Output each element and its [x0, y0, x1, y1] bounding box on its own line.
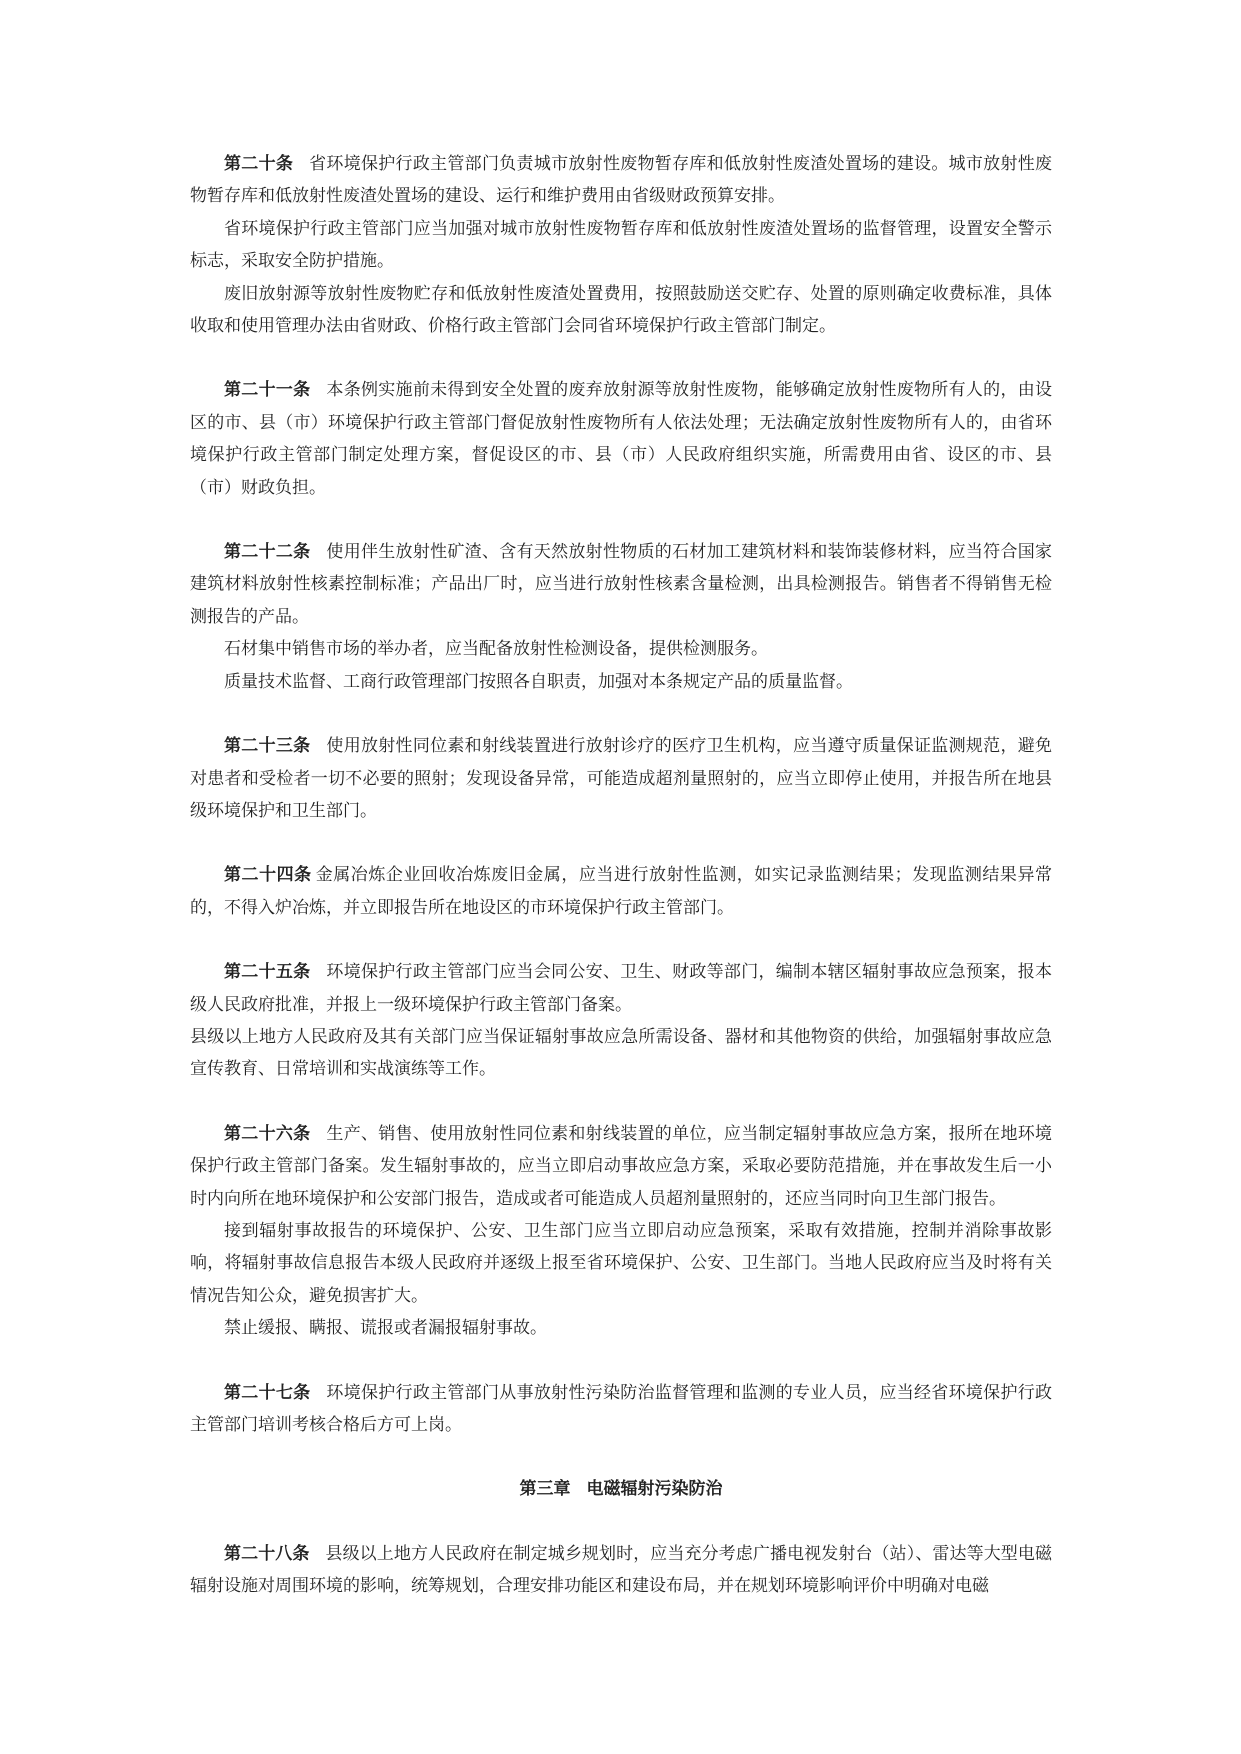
article-25	[190, 956, 1052, 1086]
article-text: 金属冶炼企业回收冶炼废旧金属，应当进行放射性监测，如实记录监测结果；发现监测结果异常的，不得入炉冶炼，并立即报告所在地设区的市环境保护行政主管部门。	[190, 865, 1052, 918]
article-paragraph: 禁止缓报、瞒报、谎报或者漏报辐射事故。	[224, 1318, 547, 1339]
article-title: 第二十八条	[224, 1543, 310, 1564]
article-23	[190, 730, 1052, 827]
article-text: 省环境保护行政主管部门负责城市放射性废物暂存库和低放射性废渣处置场的建设。城市放射性废物暂存库和低放射性废渣处置场的建设、运行和维护费用由省级财政预算安排。	[190, 154, 1053, 207]
article-title: 第二十一条	[224, 380, 311, 401]
chapter-heading	[190, 1473, 1052, 1505]
article-text: 生产、销售、使用放射性同位素和射线装置的单位，应当制定辐射事故应急方案，报所在地环境保护行政主管部门备案。发生辐射事故的，应当立即启动事故应急方案，采取必要防范措施，并在事故发生后一小时内向所在地环境保护和公安部门报告，造成或者可能造成人员超剂量照射的，还应当同时向卫生部门报告。	[190, 1123, 1053, 1209]
article-paragraph: 石材集中销售市场的举办者，应当配备放射性检测设备，提供检测服务。	[224, 639, 768, 660]
document-body	[190, 148, 1052, 1635]
article-text: 使用放射性同位素和射线装置进行放射诊疗的医疗卫生机构，应当遵守质量保证监测规范，避免对患者和受检者一切不必要的照射；发现设备异常，可能造成超剂量照射的，应当立即停止使用，并报告所在地县级环境保护和卫生部门。	[190, 736, 1053, 821]
article-paragraph: 质量技术监督、工商行政管理部门按照各自职责，加强对本条规定产品的质量监督。	[224, 671, 853, 692]
article-paragraph	[190, 1538, 1052, 1603]
chapter-title: 电磁辐射污染防治	[586, 1479, 723, 1500]
article-text: 环境保护行政主管部门从事放射性污染防治监督管理和监测的专业人员，应当经省环境保护行政主管部门培训考核合格后方可上岗。	[190, 1382, 1053, 1435]
article-paragraph: 接到辐射事故报告的环境保护、公安、卫生部门应当立即启动应急预案，采取有效措施，控制并消除事故影响，将辐射事故信息报告本级人民政府并逐级上报至省环境保护、公安、卫生部门。当地人民政府应当及时将有关情况告知公众，避免损害扩大。	[190, 1220, 1052, 1306]
article-paragraph	[190, 374, 1052, 504]
article-22	[190, 536, 1052, 698]
article-paragraph	[190, 730, 1052, 827]
article-title: 第二十七条	[224, 1382, 311, 1403]
article-paragraph	[190, 1377, 1052, 1442]
article-21	[190, 374, 1052, 504]
article-text: 本条例实施前未得到安全处置的废弃放射源等放射性废物，能够确定放射性废物所有人的，由设区的市、县（市）环境保护行政主管部门督促放射性废物所有人依法处理；无法确定放射性废物所有人的，由省环境保护行政主管部门制定处理方案，督促设区的市、县（市）人民政府组织实施，所需费用由省、设区的市、县（市）财政负担。	[190, 380, 1053, 498]
article-paragraph	[190, 956, 1052, 1021]
article-text: 使用伴生放射性矿渣、含有天然放射性物质的石材加工建筑材料和装饰装修材料，应当符合国家建筑材料放射性核素控制标准；产品出厂时，应当进行放射性核素含量检测，出具检测报告。销售者不得销售无检测报告的产品。	[190, 542, 1053, 627]
article-paragraph	[190, 148, 1052, 213]
article-24	[190, 859, 1052, 924]
article-paragraph: 省环境保护行政主管部门应当加强对城市放射性废物暂存库和低放射性废渣处置场的监督管理，设置安全警示标志，采取安全防护措施。	[190, 218, 1052, 272]
article-text: 县级以上地方人民政府在制定城乡规划时，应当充分考虑广播电视发射台（站）、雷达等大型电磁辐射设施对周围环境的影响，统筹规划，合理安排功能区和建设布局，并在规划环境影响评价中明确对电磁	[190, 1543, 1053, 1597]
article-title: 第二十六条	[224, 1123, 311, 1144]
article-paragraph: 县级以上地方人民政府及其有关部门应当保证辐射事故应急所需设备、器材和其他物资的供给，加强辐射事故应急宣传教育、日常培训和实战演练等工作。	[190, 1026, 1052, 1080]
article-paragraph	[190, 859, 1052, 924]
article-paragraph	[190, 536, 1052, 633]
article-28	[190, 1538, 1052, 1603]
article-20	[190, 148, 1052, 342]
article-title: 第二十二条	[224, 542, 311, 563]
article-26	[190, 1118, 1052, 1345]
article-title: 第二十五条	[224, 962, 311, 983]
article-title: 第二十三条	[224, 736, 311, 757]
article-paragraph	[190, 1118, 1052, 1215]
article-paragraph: 废旧放射源等放射性废物贮存和低放射性废渣处置费用，按照鼓励送交贮存、处置的原则确定收费标准，具体收取和使用管理办法由省财政、价格行政主管部门会同省环境保护行政主管部门制定。	[190, 283, 1052, 337]
article-title: 第二十四条	[224, 865, 312, 886]
article-27	[190, 1377, 1052, 1442]
article-title: 第二十条	[224, 154, 294, 174]
chapter-number: 第三章	[519, 1479, 571, 1500]
article-text: 环境保护行政主管部门应当会同公安、卫生、财政等部门，编制本辖区辐射事故应急预案，报本级人民政府批准，并报上一级环境保护行政主管部门备案。	[190, 962, 1053, 1015]
